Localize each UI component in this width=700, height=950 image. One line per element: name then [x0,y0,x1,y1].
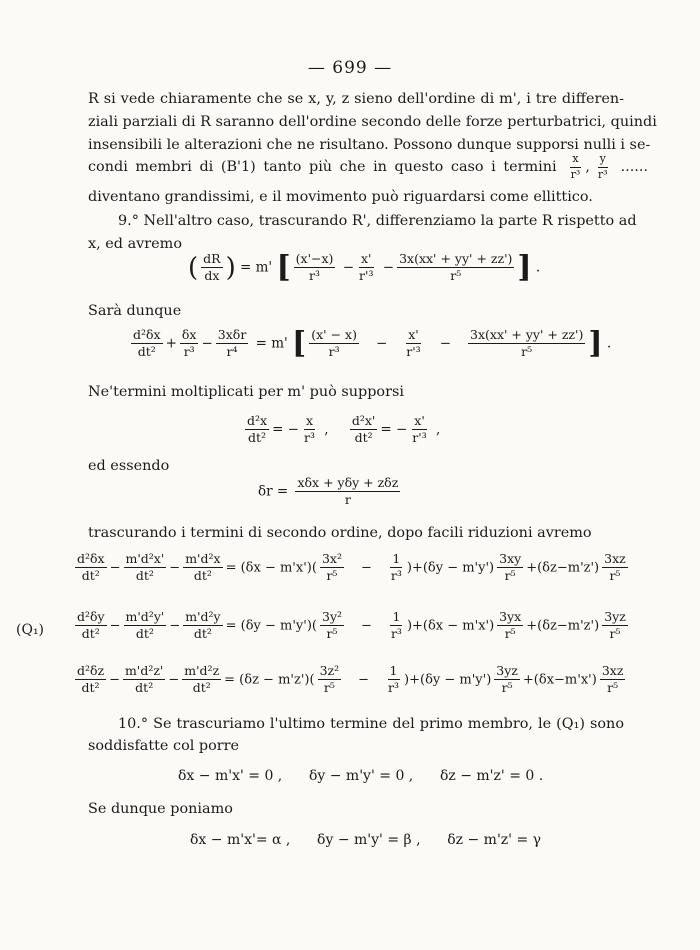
fraction [75,552,107,584]
denominator: dt² [135,568,154,584]
term: )+(δy − m'y') [404,672,492,688]
fraction [320,552,344,584]
numerator: 3xy [497,552,523,568]
numerator: x' [359,252,374,268]
denominator: dt² [193,626,212,642]
equation-d2x-dt2: $\frac{\text{d²x}}{\text{dt²}}$ = − $\frac{x}{\text{r³}}$ , $\frac{\text{d²x'}}{\text{dt²}}$ = − $\frac{x'}{\text{r'³}}$ , [247,413,441,446]
section10-line2: soddisfatte col porre [88,738,240,754]
numerator: m'd²z [182,664,221,680]
ellipsis: ...... [620,159,649,176]
factor: = m' [240,259,273,276]
denominator: r⁵ [501,680,513,696]
numerator: (x' − x) [309,328,359,344]
fraction [600,664,626,696]
fraction [245,414,269,446]
denominator: r'³ [359,268,374,284]
fraction [302,414,317,446]
numerator: m'd²y' [124,610,167,626]
fraction [182,664,221,696]
denominator: dx [204,268,220,284]
fraction-numerator: y [598,153,608,168]
term: +(δz−m'z') [526,618,600,634]
fraction [295,476,400,508]
numerator: 3z² [318,664,342,680]
numerator: 1 [390,552,402,568]
para1-line5: diventano grandissimi, e il movimento può riguardarsi come ellittico. [88,189,593,205]
numerator: d²x [245,414,269,430]
fraction-y-over-r3 [596,153,610,181]
lhs: δr = [258,483,289,500]
fraction [320,610,344,642]
numerator: m'd²y [183,610,222,626]
numerator: d²x' [350,414,378,430]
fraction [497,610,523,642]
section9-line1: 9.° Nell'altro caso, trascurando R', differenziamo la parte R rispetto ad [118,213,637,229]
term: )+(δy − m'y') [406,560,495,576]
fraction [123,664,165,696]
denominator: r⁵ [450,268,462,284]
denominator: r⁵ [607,680,619,696]
equation-delta-r [258,476,403,508]
fraction [75,610,107,642]
numerator: 3xδr [216,328,249,344]
se-dunque-poniamo: Se dunque poniamo [88,801,233,817]
numerator: dR [201,252,222,268]
denominator: r⁵ [504,568,516,584]
numerator: 3y² [320,610,344,626]
system-Q1-row: $\frac{\text{d²δx}}{\text{dt²}}$ − $\frac{\text{m'd²x'}}{\text{dt²}}$ − $\frac{\text{m'd²x}}{\text{dt²}}$ = (δx − m'x')( $\frac{\text{3x²}}{\text{r⁵}}$ − $\frac{1}{\text{r³}}$ )+(δy − m'y') $\frac{3xy}{\text{r⁵}}$ +(δz−m'z') $\frac{3xz}{\text{r⁵}}$ [77,551,626,584]
sara-dunque: Sarà dunque [88,303,182,319]
numerator: 1 [390,610,402,626]
numerator: 1 [388,664,400,680]
section9-line2: x, ed avremo [88,236,182,252]
system-Q1-row: $\frac{\text{d²δz}}{\text{dt²}}$ − $\frac{\text{m'd²z'}}{\text{dt²}}$ − $\frac{\text{m'd²z}}{\text{dt²}}$ = (δz − m'z')( $\frac{\text{3z²}}{\text{r⁵}}$ − $\frac{1}{\text{r³}}$ )+(δy − m'y') $\frac{3yz}{\text{r⁵}}$ +(δx−m'x') $\frac{3xz}{\text{r⁵}}$ [77,663,624,696]
numerator: m'd²z' [123,664,165,680]
numerator: d²δz [75,664,106,680]
term: = (δx − m'x')( [225,560,317,576]
fraction [75,664,106,696]
fraction [410,414,428,446]
denominator: r'³ [412,430,427,446]
netermini-line: Ne'termini moltiplicati per m' può supporsi [88,384,404,400]
fraction [201,252,222,284]
denominator: r⁵ [521,344,533,360]
term: )+(δx − m'x') [406,618,495,634]
fraction [389,552,404,584]
fraction [468,328,585,360]
denominator: dt² [81,568,100,584]
fraction [602,610,628,642]
fraction [386,664,401,696]
numerator: x' [406,328,421,344]
denominator: r⁵ [326,568,338,584]
factor: = m' [255,335,288,352]
denominator: r⁵ [609,568,621,584]
ed-essendo: ed essendo [88,458,170,474]
fraction [397,252,514,284]
denominator: dt² [248,430,267,446]
fraction-denominator: r³ [597,167,608,181]
denominator: dt² [81,680,100,696]
fraction [180,328,199,360]
denominator: r [344,492,351,508]
term: +(δz−m'z') [526,560,600,576]
trascurando-line: trascurando i termini di secondo ordine, dopo facili riduzioni avremo [88,525,592,541]
term: = (δy − m'y')( [225,618,317,634]
fraction-denominator: r³ [570,167,581,181]
equation-dR-dx: ( $\frac{dR}{dx}$ ) = m' [ $\frac{(x'-x)}{\text{r³}}$ − $\frac{x'}{\text{r'³}}$ − $\frac{3x(xx' + yy' + zz')}{\text{r⁵}}$ ] . [188,249,541,285]
denominator: r³ [328,344,340,360]
denominator: r³ [309,268,321,284]
denominator: dt² [193,568,212,584]
fraction [216,328,249,360]
fraction [309,328,359,360]
denominator: dt² [137,344,156,360]
denominator: dt² [192,680,211,696]
numerator: m'd²x' [124,552,167,568]
term: +(δx−m'x') [522,672,597,688]
denominator: r'³ [406,344,421,360]
para1-line1: R si vede chiaramente che se x, y, z sieno dell'ordine di m', i tre differen- [88,91,624,107]
fraction [389,610,404,642]
equation-zero-conditions: δx − m'x' = 0 , δy − m'y' = 0 , δz − m'z' = 0 . [178,768,544,784]
numerator: m'd²x [183,552,222,568]
para1-line2: ziali parziali di R saranno dell'ordine secondo delle forze perturbatrici, quindi [88,114,657,130]
numerator: 3xz [602,552,628,568]
numerator: d²δy [75,610,107,626]
denominator: r⁵ [504,626,516,642]
numerator: (x'−x) [294,252,336,268]
denominator: dt² [135,680,154,696]
denominator: r⁴ [226,344,238,360]
numerator: d²δx [75,552,107,568]
denominator: dt² [81,626,100,642]
term: = (δz − m'z')( [224,672,315,688]
numerator: 3yz [494,664,520,680]
page-number: — 699 — [307,58,393,78]
numerator: 3x(xx' + yy' + zz') [468,328,585,344]
fraction [124,610,167,642]
numerator: 3xz [600,664,626,680]
fraction [350,414,378,446]
equation-label-Q1: (Q₁) [16,622,45,638]
equation-d2-delta-x: $\frac{\text{d²δx}}{\text{dt²}}$ + $\frac{\delta x}{\text{r³}}$ − $\frac{\text{3xδr}}{\text{r⁴}}$ = m' [ $\frac{(x' - x)}{\text{r³}}$ − $\frac{x'}{\text{r'³}}$ − $\frac{3x(xx' + yy' + zz')}{\text{r⁵}}$ ] . [133,325,612,361]
numerator: x [304,414,315,430]
fraction [183,610,222,642]
fraction-x-over-r3 [569,153,583,181]
denominator: dt² [135,626,154,642]
fraction [183,552,222,584]
fraction [357,252,375,284]
para1-line4: condi membri di (B'1) tanto più che in questo caso i termini $\frac{x}{\text{r³}}$ , $\frac{y}{\text{r³}}$ ...... [88,152,649,181]
fraction [318,664,342,696]
para1-line4-text: condi membri di (B'1) tanto più che in questo caso i termini [88,159,557,176]
fraction-numerator: x [570,153,580,168]
para1-line3: insensibili le alterazioni che ne risultano. Possono dunque supporsi nulli i se- [88,137,651,153]
denominator: r³ [390,568,402,584]
fraction [494,664,520,696]
equation-alpha-beta-gamma: δx − m'x'= α , δy − m'y' = β , δz − m'z' = γ [190,832,542,848]
numerator: d²δx [131,328,163,344]
denominator: r³ [388,680,400,696]
fraction [602,552,628,584]
fraction [497,552,523,584]
denominator: r³ [183,344,195,360]
numerator: 3x² [320,552,344,568]
denominator: r³ [390,626,402,642]
numerator: 3yz [602,610,628,626]
denominator: r⁵ [323,680,335,696]
denominator: r⁵ [326,626,338,642]
fraction [294,252,336,284]
numerator: δx [180,328,199,344]
numerator: x' [412,414,427,430]
system-Q1-row: $\frac{\text{d²δy}}{\text{dt²}}$ − $\frac{\text{m'd²y'}}{\text{dt²}}$ − $\frac{\text{m'd²y}}{\text{dt²}}$ = (δy − m'y')( $\frac{\text{3y²}}{\text{r⁵}}$ − $\frac{1}{\text{r³}}$ )+(δx − m'x') $\frac{3yx}{\text{r⁵}}$ +(δz−m'z') $\frac{3yz}{\text{r⁵}}$ [77,609,626,642]
denominator: r⁵ [609,626,621,642]
fraction [124,552,167,584]
numerator: xδx + yδy + zδz [295,476,400,492]
fraction [404,328,422,360]
numerator: 3yx [497,610,523,626]
numerator: 3x(xx' + yy' + zz') [397,252,514,268]
denominator: r³ [303,430,315,446]
fraction [131,328,163,360]
section10-line1: 10.° Se trascuriamo l'ultimo termine del primo membro, le (Q₁) sono [118,716,624,732]
denominator: dt² [354,430,373,446]
